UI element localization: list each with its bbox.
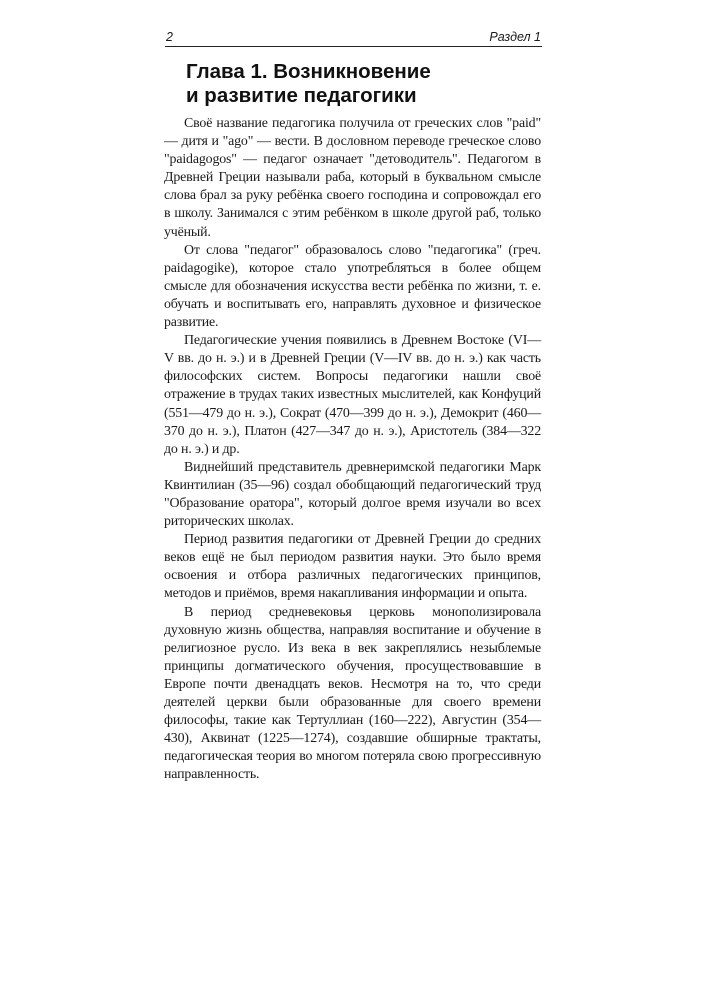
- running-header: [165, 30, 542, 47]
- paragraph-middle-ages: В период средневековья церковь монополизировала духовную жизнь общества, направляя воспитание и обучение в религиозное русло. Из века в век закреплялись незыблемые принципы догматического обучения, просуществовавшие в Европе почти двенадцать веков. Несмотря на то, что среди деятелей церкви были образованные для своего времени философы, такие как Тертуллиан (160—222), Августин (354—430), Аквинат (1225—1274), создавшие обширные трактаты, педагогическая теория во многом потеряла свою прогрессивную направленность.: [164, 604, 541, 783]
- page-number: 2: [166, 30, 173, 44]
- paragraph-pre-science-period: Период развития педагогики от Древней Греции до средних веков ещё не был периодом развития науки. Это было время освоения и отбора различных педагогических принципов, методов и приёмов, время накапливания информации и опыта.: [164, 532, 541, 602]
- chapter-title-line-1: Глава 1. Возникновение: [186, 60, 431, 83]
- chapter-title: [186, 60, 506, 108]
- paragraph-term-origin: От слова "педагог" образовалось слово "педагогика" (греч. paidagogike), которое стало употребляться в более общем смысле для обозначения искусства вести ребёнка по жизни, т. е. обучать и воспитывать его, направлять духовное и физическое развитие.: [164, 242, 541, 331]
- paragraph-ancient-teachings: Педагогические учения появились в Древнем Востоке (VI—V вв. до н. э.) и в Древней Греции (V—IV вв. до н. э.) как часть философских систем. Вопросы педагогики нашли своё отражение в трудах таких известных мыслителей, как Конфуций (551—479 до н. э.), Сократ (470—399 до н. э.), Демокрит (460—370 до н. э.), Платон (427—347 до н. э.), Аристотель (384—322 до н. э.) и др.: [164, 333, 541, 457]
- paragraph-quintilian: Виднейший представитель древнеримской педагогики Марк Квинтилиан (35—96) создал обобщающий педагогический труд "Образование оратора", который долгое время изучали во всех риторических школах.: [164, 459, 541, 530]
- chapter-title-line-2: и развитие педагогики: [186, 84, 417, 107]
- section-label: Раздел 1: [489, 30, 541, 44]
- paragraph-etymology: Своё название педагогика получила от греческих слов "paid" — дитя и "ago" — вести. В дословном переводе греческое слово "paidagogos" — педагог означает "детоводитель". Педагогом в Древней Греции называли раба, который в буквальном смысле слова брал за руку ребёнка своего господина и сопровождал его в школу. Занимался с этим ребёнком в школе другой раб, только учёный.: [164, 116, 541, 240]
- body-text: [164, 115, 541, 784]
